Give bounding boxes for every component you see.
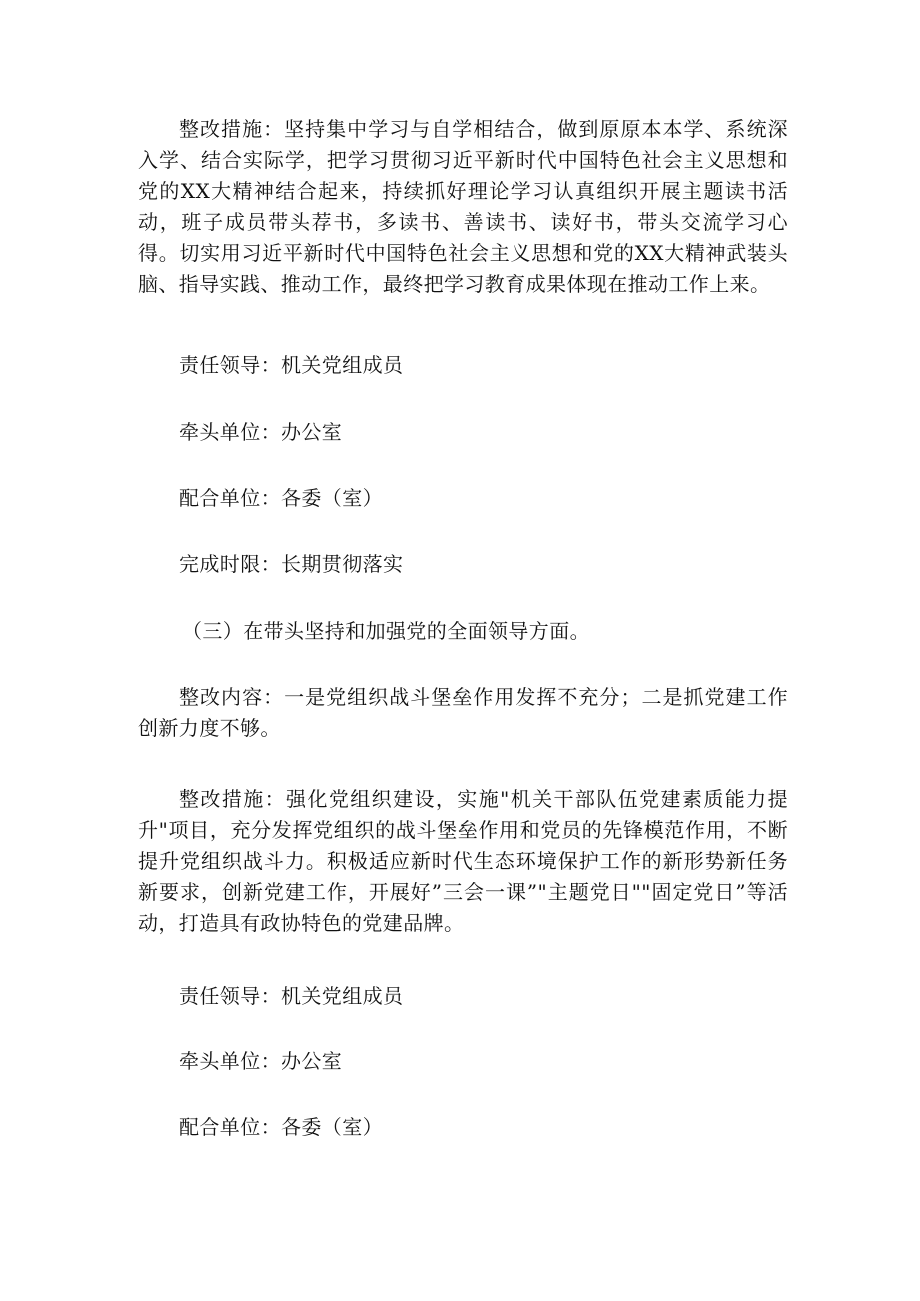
paragraph-deadline-1: 完成时限：长期贯彻落实 (179, 552, 404, 576)
paragraph-lead-unit-2: 牵头单位：办公室 (179, 1049, 343, 1073)
paragraph-rectification-content: 整改内容：一是党组织战斗堡垒作用发挥不充分；二是抓党建工作创新力度不够。 (138, 685, 788, 740)
section-heading-3: （三）在带头坚持和加强党的全面领导方面。 (182, 619, 590, 643)
paragraph-cooperating-unit-2: 配合单位：各委（室） (179, 1115, 383, 1139)
paragraph-responsible-leader-1: 责任领导：机关党组成员 (179, 353, 404, 377)
paragraph-responsible-leader-2: 责任领导：机关党组成员 (179, 984, 404, 1008)
paragraph-rectification-measures-2: 整改措施：强化党组织建设，实施"机关干部队伍党建素质能力提升"项目，充分发挥党组织的战斗堡垒作用和党员的先锋模范作用，不断提升党组织战斗力。积极适应新时代生态环境保护工作的新形势新任务新要求，创新党建工作，开展好”三会一课”"主题党日""固定党日”等活动，打造具有政协特色的党建品牌。 (138, 787, 788, 935)
paragraph-rectification-measures-1: 整改措施：坚持集中学习与自学相结合，做到原原本本学、系统深入学、结合实际学，把学习贯彻习近平新时代中国特色社会主义思想和党的XX大精神结合起来，持续抓好理论学习认真组织开展主题读书活动，班子成员带头荐书，多读书、善读书、读好书，带头交流学习心得。切实用习近平新时代中国特色社会主义思想和党的XX大精神武装头脑、指导实践、推动工作，最终把学习教育成果体现在推动工作上来。 (138, 117, 788, 296)
paragraph-cooperating-unit-1: 配合单位：各委（室） (179, 486, 383, 510)
paragraph-lead-unit-1: 牵头单位：办公室 (179, 420, 343, 444)
